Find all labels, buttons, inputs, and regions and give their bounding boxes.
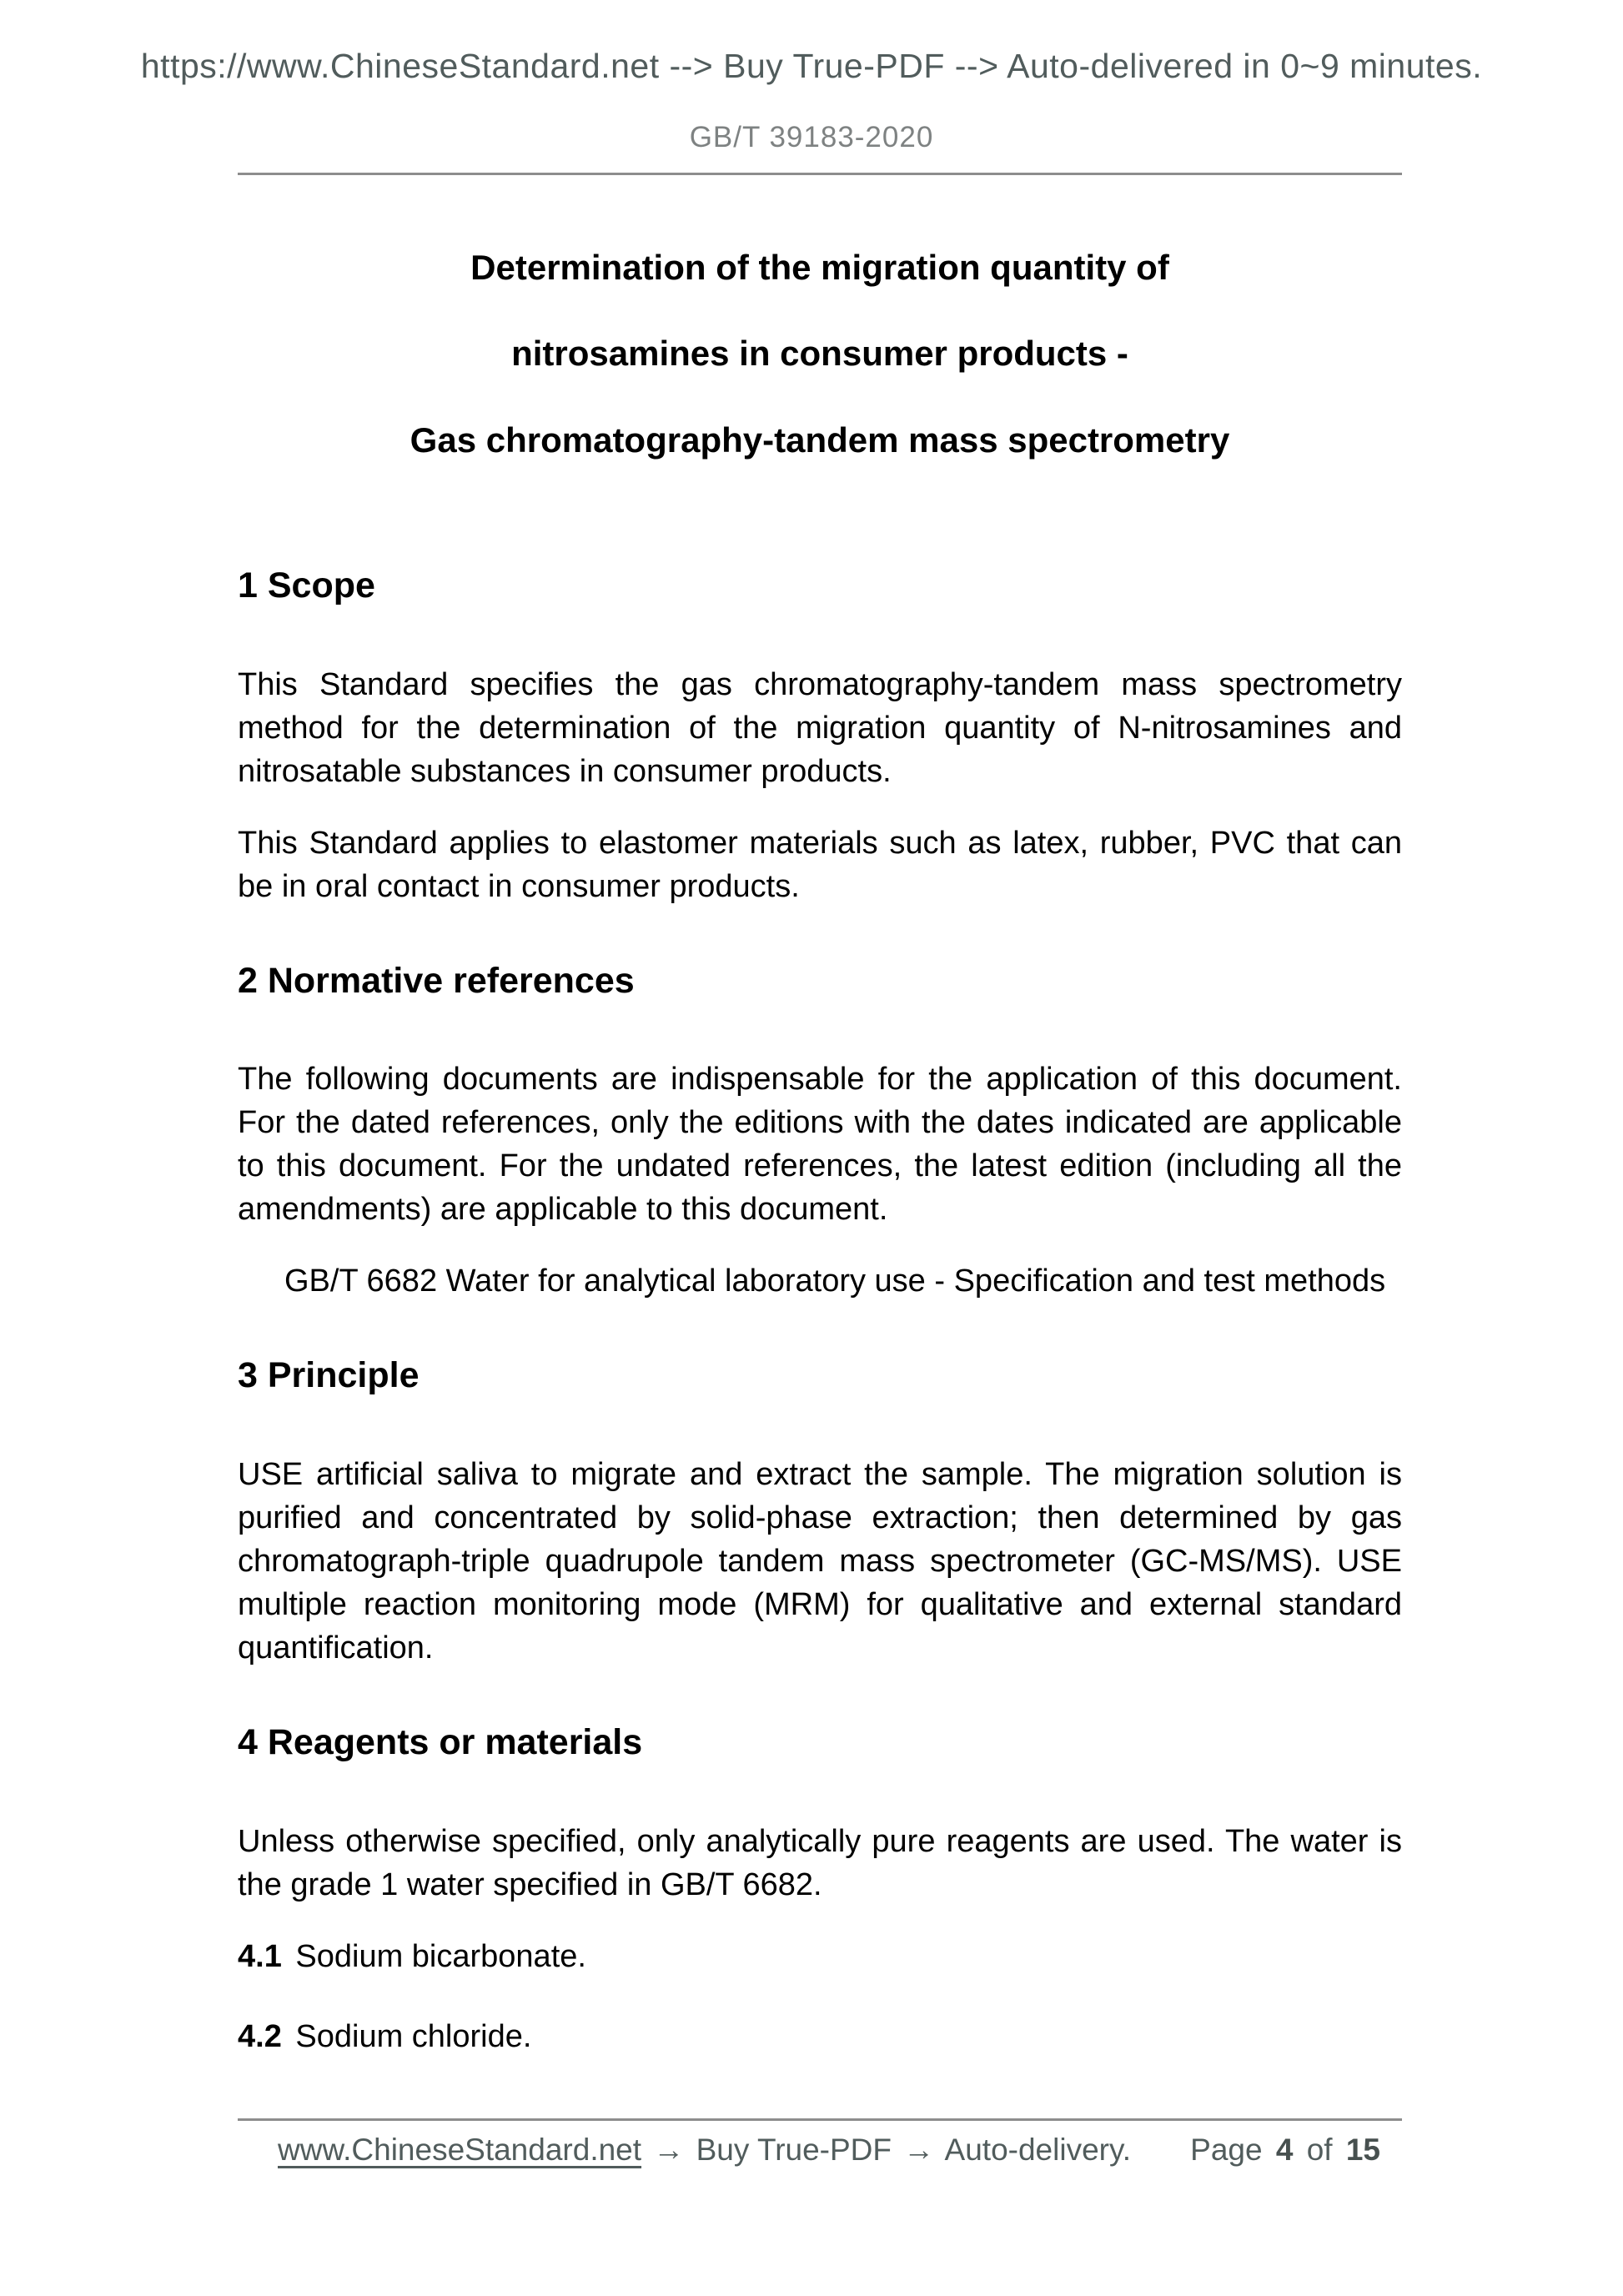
page-label: Page: [1190, 2133, 1263, 2167]
right-arrow-icon: →: [653, 2133, 685, 2167]
body-paragraph: This Standard specifies the gas chromatography-tandem mass spectrometry method for the determination of the migration quantity of N-nitrosamines and nitrosatable substances in consumer products.: [238, 666, 1402, 789]
document-title: [238, 247, 1402, 461]
section-heading: 4 Reagents or materials: [238, 1721, 643, 1762]
header-divider: [238, 173, 1402, 175]
document-body: [238, 565, 1402, 2057]
footer-divider: [238, 2118, 1402, 2121]
page-total: 15: [1345, 2133, 1380, 2167]
right-arrow-icon: →: [903, 2133, 935, 2167]
page-footer: [238, 2118, 1402, 2168]
body-paragraph: USE artificial saliva to migrate and extract the sample. The migration solution is purified and concentrated by solid-phase extraction; then determined by gas chromatograph-triple quadrupole tandem mass spectrometer (GC-MS/MS). USE multiple reaction monitoring mode (MRM) for qualitative and external standard quantification.: [238, 1456, 1402, 1665]
numbered-item: [238, 1935, 1402, 1978]
header-url-line: https://www.ChineseStandard.net --> Buy True-PDF --> Auto-delivered in 0~9 minutes.: [140, 47, 1483, 85]
title-line-2: nitrosamines in consumer products -: [511, 334, 1128, 374]
page-number: 4: [1275, 2133, 1294, 2167]
reference-paragraph: GB/T 6682 Water for analytical laboratory use - Specification and test methods: [284, 1264, 1386, 1299]
title-line-3: Gas chromatography-tandem mass spectrometry: [410, 420, 1230, 460]
section-heading: 2 Normative references: [238, 960, 635, 1001]
section-heading: 1 Scope: [238, 565, 375, 606]
standard-number: GB/T 39183-2020: [689, 121, 934, 153]
page-indicator: [1185, 2133, 1380, 2168]
content-column: [238, 173, 1402, 2058]
title-line-1: Determination of the migration quantity of: [470, 248, 1169, 287]
footer-site-link[interactable]: www.ChineseStandard.net: [278, 2133, 642, 2167]
item-number: 4.1: [238, 1938, 282, 1974]
numbered-item: [238, 2015, 1402, 2058]
footer-buy-label: Buy True-PDF: [696, 2133, 892, 2167]
footer-row: [238, 2133, 1402, 2168]
body-paragraph: The following documents are indispensable for the application of this document. For the dated references, only the editions with the dates indicated are applicable to this document. For the undated references, the latest edition (including all the amendments) are applicable to this document.: [238, 1062, 1402, 1228]
section-heading: 3 Principle: [238, 1355, 420, 1396]
footer-breadcrumb: [278, 2133, 1131, 2168]
of-label: of: [1306, 2133, 1333, 2167]
body-paragraph: Unless otherwise specified, only analytically pure reagents are used. The water is the grade 1 water specified in GB/T 6682.: [238, 1823, 1402, 1902]
item-text: Sodium chloride.: [295, 2018, 532, 2054]
item-number: 4.2: [238, 2018, 282, 2054]
body-paragraph: This Standard applies to elastomer materials such as latex, rubber, PVC that can be in oral contact in consumer products.: [238, 825, 1402, 904]
footer-delivery-label: Auto-delivery.: [944, 2133, 1132, 2167]
item-text: Sodium bicarbonate.: [295, 1938, 586, 1974]
